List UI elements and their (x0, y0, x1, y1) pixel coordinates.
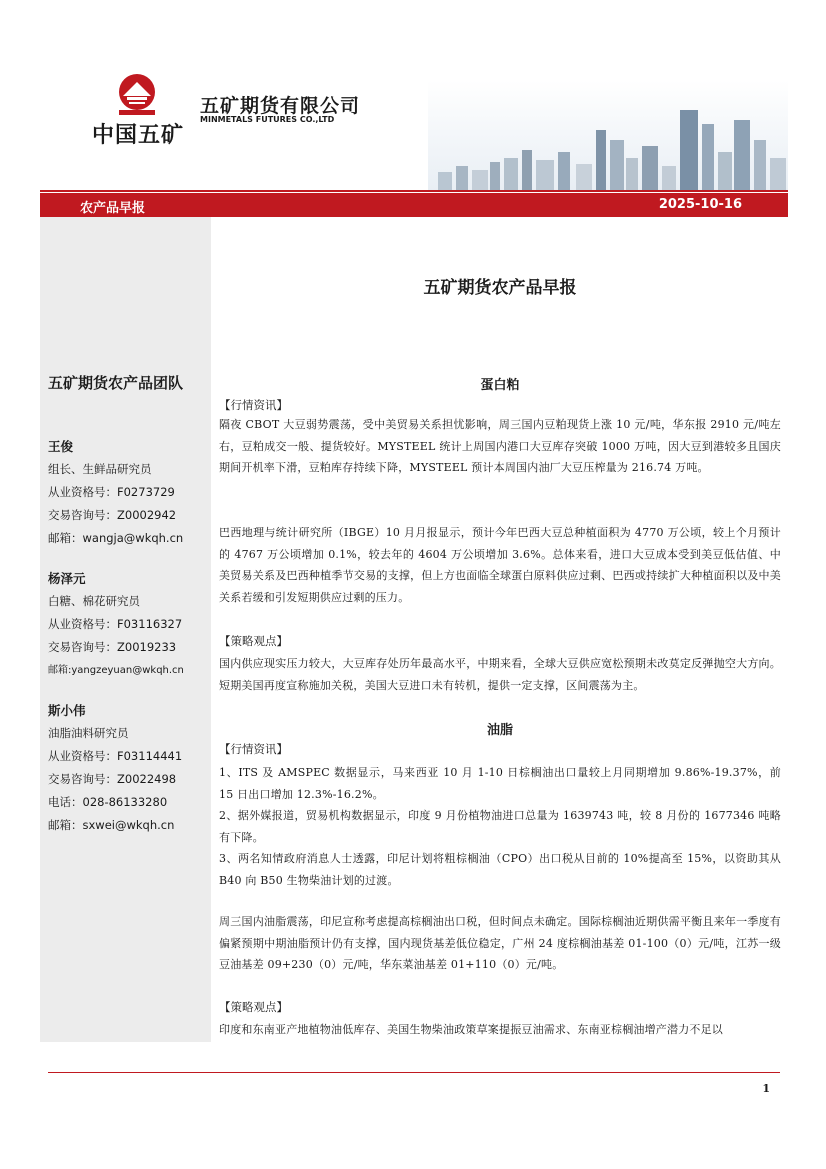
member-consulting-number: 交易咨询号：Z0019233 (48, 640, 177, 654)
member-role: 油脂油料研究员 (48, 726, 129, 740)
news-paragraph: 隔夜 CBOT 大豆弱势震荡，受中美贸易关系担忧影响，周三国内豆粕现货上涨 10 元/吨，华东报 2910 元/吨左右，豆粕成交一般、提货较好。MYSTEEL 统计上周国内港口大豆库存突破 1000 万吨，因大豆到港较多且国庆期间开机率下滑，豆粕库存持续下降，MYSTEEL 预计本周国内油厂大豆压榨量为 216.74 万吨。 (219, 418, 781, 474)
news-item: 3、两名知情政府消息人士透露，印尼计划将粗棕榈油（CPO）出口税从目前的 10%提高至 15%，以资助其从 B40 向 B50 生物柴油计划的过渡。 (219, 852, 781, 887)
group-logo-text: 中国五矿 (92, 123, 185, 148)
member-role: 白糖、棉花研究员 (48, 594, 140, 608)
strategy-tag: 【策略观点】 (219, 1000, 288, 1014)
member-consulting-number: 交易咨询号：Z0002942 (48, 508, 177, 522)
footer-rule (48, 1072, 780, 1073)
news-paragraph: 周三国内油脂震荡，印尼宣称考虑提高棕榈油出口税，但时间点未确定。国际棕榈油近期供需平衡且来年一季度有偏紧预期中期油脂预计仍有支撑，国内现货基差低位稳定，广州 24 度棕榈油基差 01-100（0）元/吨，江苏一级豆油基差 09+230（0）元/吨，华东菜油基差 01+110（0）元/吨。 (219, 915, 781, 971)
section-title-oils: 油脂 (486, 723, 513, 738)
report-date: 2025-10-16 (658, 197, 742, 212)
city-skyline-image (428, 80, 788, 192)
strategy-paragraph: 国内供应现实压力较大，大豆库存处历年最高水平，中期来看，全球大豆供应宽松预期未改莫定反弹抛空大方向。短期美国再度宣称施加关税，美国大豆进口未有转机，提供一定支撑，区间震荡为主。 (219, 657, 781, 692)
news-tag: 【行情资讯】 (219, 742, 288, 756)
member-qualification: 从业资格号：F03114441 (48, 749, 183, 763)
team-sidebar (40, 217, 211, 1042)
member-email: 邮箱：wangja@wkqh.cn (48, 531, 184, 545)
team-member (48, 699, 182, 837)
company-name-en: MINMETALS FUTURES CO.,LTD (200, 115, 335, 124)
report-type-label: 农产品早报 (80, 201, 146, 216)
report-title: 五矿期货农产品早报 (423, 278, 577, 298)
member-email: 邮箱：sxwei@wkqh.cn (48, 818, 175, 832)
team-member (48, 567, 184, 682)
report-title-bar (40, 193, 788, 217)
strategy-paragraph: 印度和东南亚产地植物油低库存、美国生物柴油政策草案提振豆油需求、东南亚棕榈油增产潜力不足以 (219, 1023, 723, 1036)
member-qualification: 从业资格号：F0273729 (48, 485, 175, 499)
team-member (48, 435, 183, 550)
member-name: 杨泽元 (48, 571, 86, 586)
company-name-cn: 五矿期货有限公司 (200, 95, 361, 117)
page-number: 1 (762, 1082, 770, 1095)
member-qualification: 从业资格号：F03116327 (48, 617, 183, 631)
news-item: 1、ITS 及 AMSPEC 数据显示，马来西亚 10 月 1-10 日棕榈油出口量较上月同期增加 9.86%-19.37%，前 15 日出口增加 12.3%-16.2%。 (219, 766, 781, 801)
strategy-tag: 【策略观点】 (219, 634, 288, 648)
news-tag: 【行情资讯】 (219, 398, 288, 412)
member-role: 组长、生鲜品研究员 (48, 462, 152, 476)
member-consulting-number: 交易咨询号：Z0022498 (48, 772, 177, 786)
report-header (40, 60, 788, 192)
member-email: 邮箱:yangzeyuan@wkqh.cn (48, 665, 184, 676)
team-title: 五矿期货农产品团队 (48, 374, 184, 392)
section-title-protein-meal: 蛋白粕 (480, 378, 520, 393)
minmetals-emblem-icon (114, 72, 160, 116)
title-bar-rule (40, 190, 788, 192)
member-phone: 电话：028-86133280 (48, 795, 168, 809)
news-paragraph: 巴西地理与统计研究所（IBGE）10 月月报显示，预计今年巴西大豆总种植面积为 4770 万公顷，较上个月预计的 4767 万公顷增加 0.1%，较去年的 4604 万公顷增加 3.6%。总体来看，进口大豆成本受到美豆低估值、中美贸易关系及巴西种植季节交易的支撑，但上方也面临全球蛋白原料供应过剩、巴西或持续扩大种植面积以及中美关系若缓和引发短期供应过剩的压力。 (219, 526, 781, 604)
member-name: 王俊 (48, 439, 74, 454)
member-name: 斯小伟 (48, 703, 86, 718)
news-item: 2、据外媒报道，贸易机构数据显示，印度 9 月份植物油进口总量为 1639743 吨，较 8 月份的 1677346 吨略有下降。 (219, 809, 781, 844)
